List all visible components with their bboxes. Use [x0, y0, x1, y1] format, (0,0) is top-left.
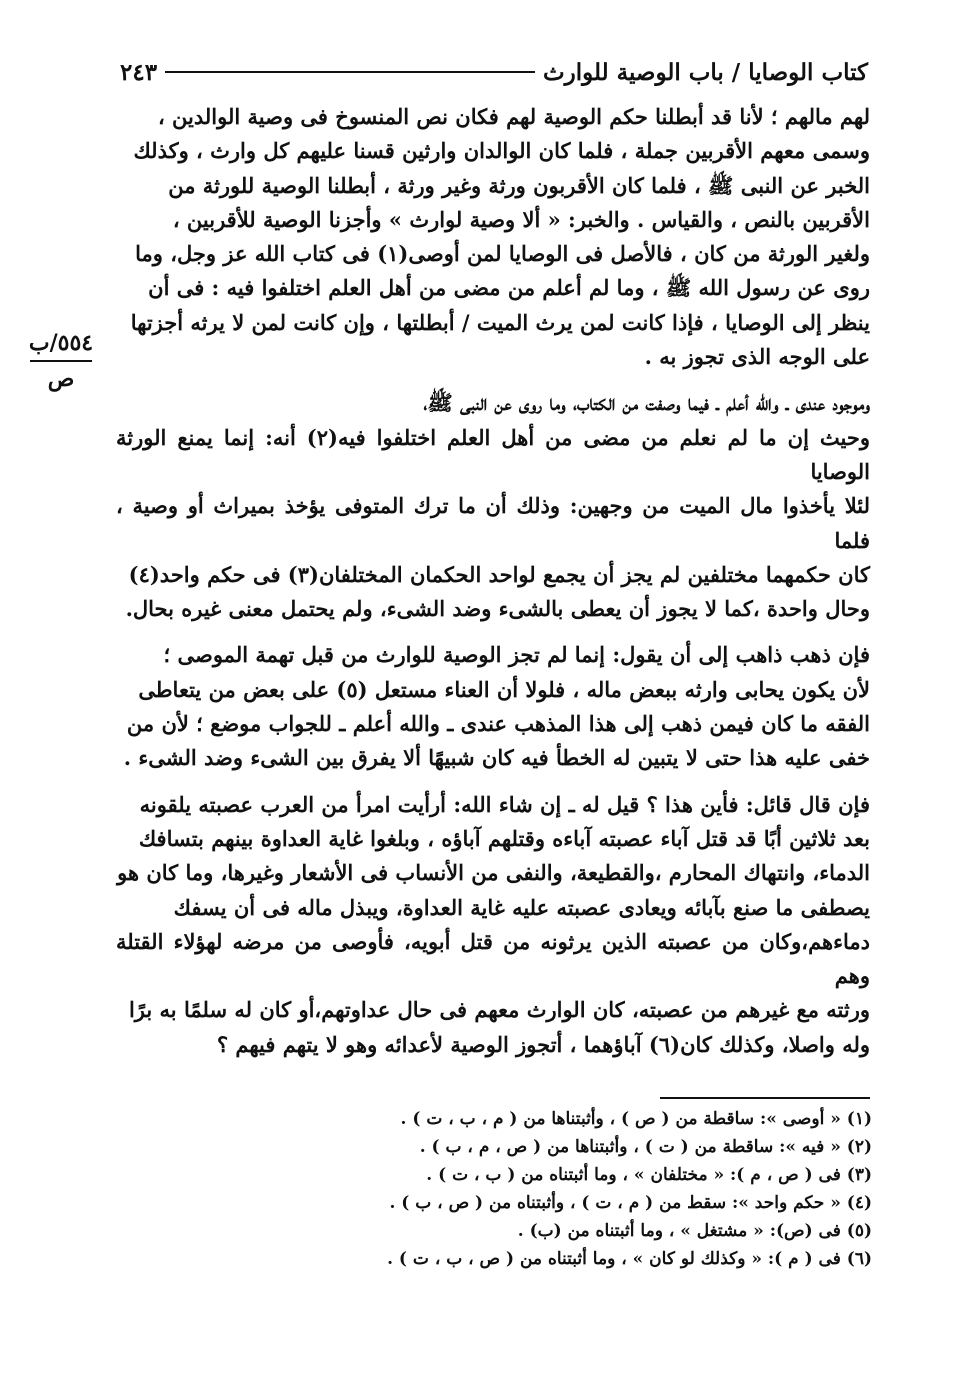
text-line: دماءهم،وكان من عصبته الذين يرثونه من قتل أبويه، فأوصى من مرضه لهؤلاء القتلة وهم	[116, 928, 870, 989]
margin-folio-top: ٥٥٤/ب	[28, 330, 94, 356]
paragraph-4	[116, 788, 870, 1062]
footnote-4: (٤) « حكم واحد »: سقط من ( م ، ت ) ، وأثبتناه من ( ص ، ب ) .	[389, 1193, 872, 1213]
margin-folio-rule	[30, 360, 92, 362]
text-line: ورثته مع غيرهم من عصبته، كان الوارث معهم فى حال عداوتهم،أو كان له سلمًا به برًا	[128, 997, 870, 1023]
text-line: وحال واحدة ،كما لا يجوز أن يعطى بالشىء وضد الشىء، ولم يحتمل معنى غيره بحال.	[125, 596, 870, 622]
text-line: وحيث إن ما لم نعلم من مضى من أهل العلم اختلفوا فيه(٢) أنه: إنما يمنع الورثة الوصايا	[116, 424, 871, 484]
text-line: الدماء، وانتهاك المحارم ،والقطيعة، والنفى من الأنساب فى الأشعار وغيرها، وما كان هو	[117, 860, 870, 886]
text-line: كان حكمهما مختلفين لم يجز أن يجمع لواحد الحكمان المختلفان(٣) فى حكم واحد(٤)	[128, 561, 870, 587]
text-line: فإن قال قائل: فأين هذا ؟ قيل له ـ إن شاء الله: أرأيت امرأ من العرب عصبته يلقونه	[139, 791, 870, 817]
footnotes	[300, 1105, 872, 1273]
text-line: لهم مالهم ؛ لأنا قد أبطلنا حكم الوصية لهم فكان نص المنسوخ فى وصية الوالدين ،	[157, 104, 870, 129]
text-line: خفى عليه هذا حتى لا يتبين له الخطأ فيه كان شبيهًا ألا يفرق بين الشىء وضد الشىء .	[123, 745, 870, 771]
header-title: كتاب الوصايا / باب الوصية للوارث	[542, 58, 868, 86]
paragraph-1	[116, 100, 870, 374]
text-line: الخبر عن النبى ﷺ ، فلما كان الأقربون ورثة وغير ورثة ، أبطلنا الوصية للورثة من	[168, 172, 870, 198]
text-line: الفقه ما كان فيمن ذهب إلى هذا المذهب عندى ـ والله أعلم ـ للجواب موضع ؛ لأن من	[126, 711, 870, 737]
text-line: ولغير الورثة من كان ، فالأصل فى الوصايا لمن أوصى(١) فى كتاب الله عز وجل، وما	[135, 241, 870, 267]
main-text	[116, 100, 870, 1074]
text-line: فإن ذهب ذاهب إلى أن يقول: إنما لم تجز الوصية للوارث من قبل تهمة الموصى ؛	[163, 642, 870, 668]
text-line: لئلا يأخذوا مال الميت من وجهين: وذلك أن ما ترك المتوفى يؤخذ بميراث أو وصية ، فلما	[116, 493, 870, 553]
paragraph-3	[116, 638, 870, 775]
text-line: ينظر إلى الوصايا ، فإذا كانت لمن يرث الميت / أبطلتها ، وإن كانت لمن لا يرثه أجزتها	[130, 309, 870, 335]
text-line: روى عن رسول الله ﷺ ، وما لم أعلم من مضى من أهل العلم اختلفوا فيه : فى أن	[148, 275, 870, 301]
page-number: ٢٤٣	[120, 58, 158, 86]
text-line: على الوجه الذى تجوز به .	[644, 344, 870, 370]
footnote-separator	[660, 1097, 870, 1099]
footnote-1: (١) « أوصى »: ساقطة من ( ص ) ، وأثبتناها من ( م ، ب ، ت ) .	[400, 1109, 872, 1129]
footnote-6: (٦) فى ( م ): « وكذلك لو كان » ، وما أثبتناه من ( ص ، ب ، ت ) .	[387, 1249, 872, 1269]
text-line: وموجود عندى ـ والله أعلم ـ فيما وصفت من الكتاب، وما روى عن النبى ﷺ،	[423, 390, 870, 416]
paragraph-2	[116, 386, 870, 626]
text-line: وله واصلا، وكذلك كان(٦) آباؤهما ، أتجوز الوصية لأعدائه وهو لا يتهم فيهم ؟	[216, 1031, 870, 1057]
margin-folio-bottom: ص	[47, 366, 75, 392]
text-line: الأقربين بالنص ، والقياس . والخبر: « ألا وصية لوارث » وأجزنا الوصية للأقربين ،	[172, 206, 870, 232]
margin-folio-note	[24, 330, 98, 392]
text-line: وسمى معهم الأقربين جملة ، فلما كان الوالدان وارثين قسنا عليهم كل وارث ، وكذلك	[133, 138, 870, 164]
footnote-5: (٥) فى (ص): « مشتغل » ، وما أثبتناه من (ب) .	[517, 1221, 872, 1241]
text-line: بعد ثلاثين أبًا قد قتل آباء عصبته آباءه وقتلهم آباؤه ، وبلغوا غاية العداوة بينهم بتسافك	[138, 825, 870, 851]
text-line: يصطفى ما صنع بآبائه ويعادى عصبته عليه غاية العداوة، ويبذل ماله فى أن يسفك	[173, 894, 870, 920]
footnote-2: (٢) « فيه »: ساقطة من ( ت ) ، وأثبتناها من ( ص ، م ، ب ) .	[419, 1137, 872, 1157]
footnote-3: (٣) فى ( ص ، م ): « مختلفان » ، وما أثبتناه من ( ب ، ت ) .	[426, 1165, 872, 1185]
running-header	[120, 52, 868, 92]
header-rule	[165, 71, 535, 73]
text-line: لأن يكون يحابى وارثه ببعض ماله ، فلولا أن العناء مستعل (٥) على بعض من يتعاطى	[138, 676, 870, 702]
